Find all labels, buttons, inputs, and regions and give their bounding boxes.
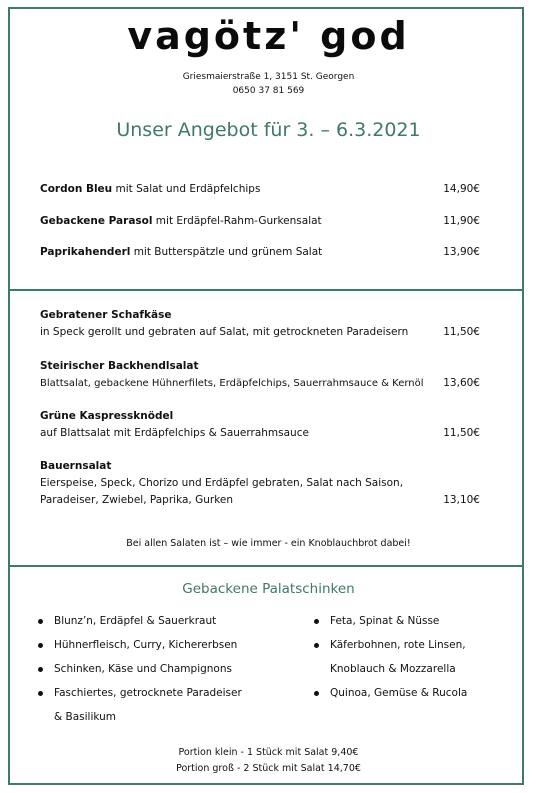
menu-item: [40, 213, 480, 230]
address: Griesmaierstraße 1, 3151 St. Georgen: [182, 72, 355, 82]
item-price: 11,50€: [443, 326, 480, 338]
menu-item: [40, 358, 480, 392]
list-item: Schinken, Käse und Champignons: [38, 657, 242, 681]
menu-item: [40, 408, 480, 442]
menu-item: [40, 307, 480, 341]
item-description: Eierspeise, Speck, Chorizo und Erdäpfel gebraten, Salat nach Saison,: [40, 477, 404, 489]
restaurant-logo: vagötz' god: [127, 14, 410, 58]
bullet-icon: [38, 667, 43, 672]
bullet-icon: [38, 691, 43, 696]
palatschinken-list-right: [314, 609, 467, 705]
item-name: Grüne Kaspressknödel: [40, 410, 174, 422]
bullet-icon: [314, 619, 319, 624]
item-description: Blattsalat, gebackene Hühnerfilets, Erdäpfelchips, Sauerrahmsauce & Kernöl: [40, 378, 424, 389]
palatschinken-list-left: [38, 609, 242, 729]
item-price: 13,10€: [443, 494, 480, 506]
item-description: mit Butterspätzle und grünem Salat: [130, 246, 323, 258]
menu-item: [40, 181, 480, 198]
item-description: in Speck gerollt und gebraten auf Salat, mit getrockneten Paradeisern: [40, 326, 409, 338]
list-item-continued: Knoblauch & Mozzarella: [330, 663, 456, 675]
bullet-icon: [38, 643, 43, 648]
list-item-continued: & Basilikum: [54, 711, 117, 723]
section-divider: [10, 289, 522, 291]
item-description-continued: Paradeiser, Zwiebel, Paprika, Gurken: [40, 494, 234, 506]
item-name: Cordon Bleu: [40, 183, 113, 195]
item-name: Bauernsalat: [40, 460, 112, 472]
list-item: Faschiertes, getrocknete Paradeiser: [38, 681, 242, 705]
phone-number: 0650 37 81 569: [232, 86, 305, 96]
list-item: Quinoa, Gemüse & Rucola: [314, 681, 467, 705]
item-description: mit Erdäpfel-Rahm-Gurkensalat: [152, 215, 322, 227]
item-price: 13,90€: [443, 246, 480, 258]
item-price: 11,50€: [443, 427, 480, 439]
salad-note: Bei allen Salaten ist – wie immer - ein Knoblauchbrot dabei!: [126, 538, 411, 549]
bullet-icon: [314, 643, 319, 648]
list-item: Käferbohnen, rote Linsen,: [314, 633, 467, 657]
item-price: 14,90€: [443, 183, 480, 195]
list-item: Hühnerfleisch, Curry, Kichererbsen: [38, 633, 242, 657]
list-item: Feta, Spinat & Nüsse: [314, 609, 467, 633]
menu-item: [40, 244, 480, 261]
section-title: Gebackene Palatschinken: [182, 581, 355, 597]
item-name: Paprikahenderl: [40, 246, 131, 258]
section-divider: [10, 565, 522, 567]
item-name: Gebratener Schafkäse: [40, 309, 172, 321]
menu-item: [40, 458, 480, 509]
item-description: auf Blattsalat mit Erdäpfelchips & Sauerrahmsauce: [40, 427, 309, 439]
page-title: Unser Angebot für 3. – 6.3.2021: [116, 119, 421, 141]
item-description: mit Salat und Erdäpfelchips: [112, 183, 261, 195]
item-price: 11,90€: [443, 215, 480, 227]
item-name: Gebackene Parasol: [40, 215, 153, 227]
list-item: Blunz’n, Erdäpfel & Sauerkraut: [38, 609, 242, 633]
bullet-icon: [314, 691, 319, 696]
item-name: Steirischer Backhendlsalat: [40, 360, 199, 372]
portion-large: Portion groß - 2 Stück mit Salat 14,70€: [176, 763, 361, 774]
bullet-icon: [38, 619, 43, 624]
item-price: 13,60€: [443, 377, 480, 389]
portion-small: Portion klein - 1 Stück mit Salat 9,40€: [178, 747, 359, 758]
